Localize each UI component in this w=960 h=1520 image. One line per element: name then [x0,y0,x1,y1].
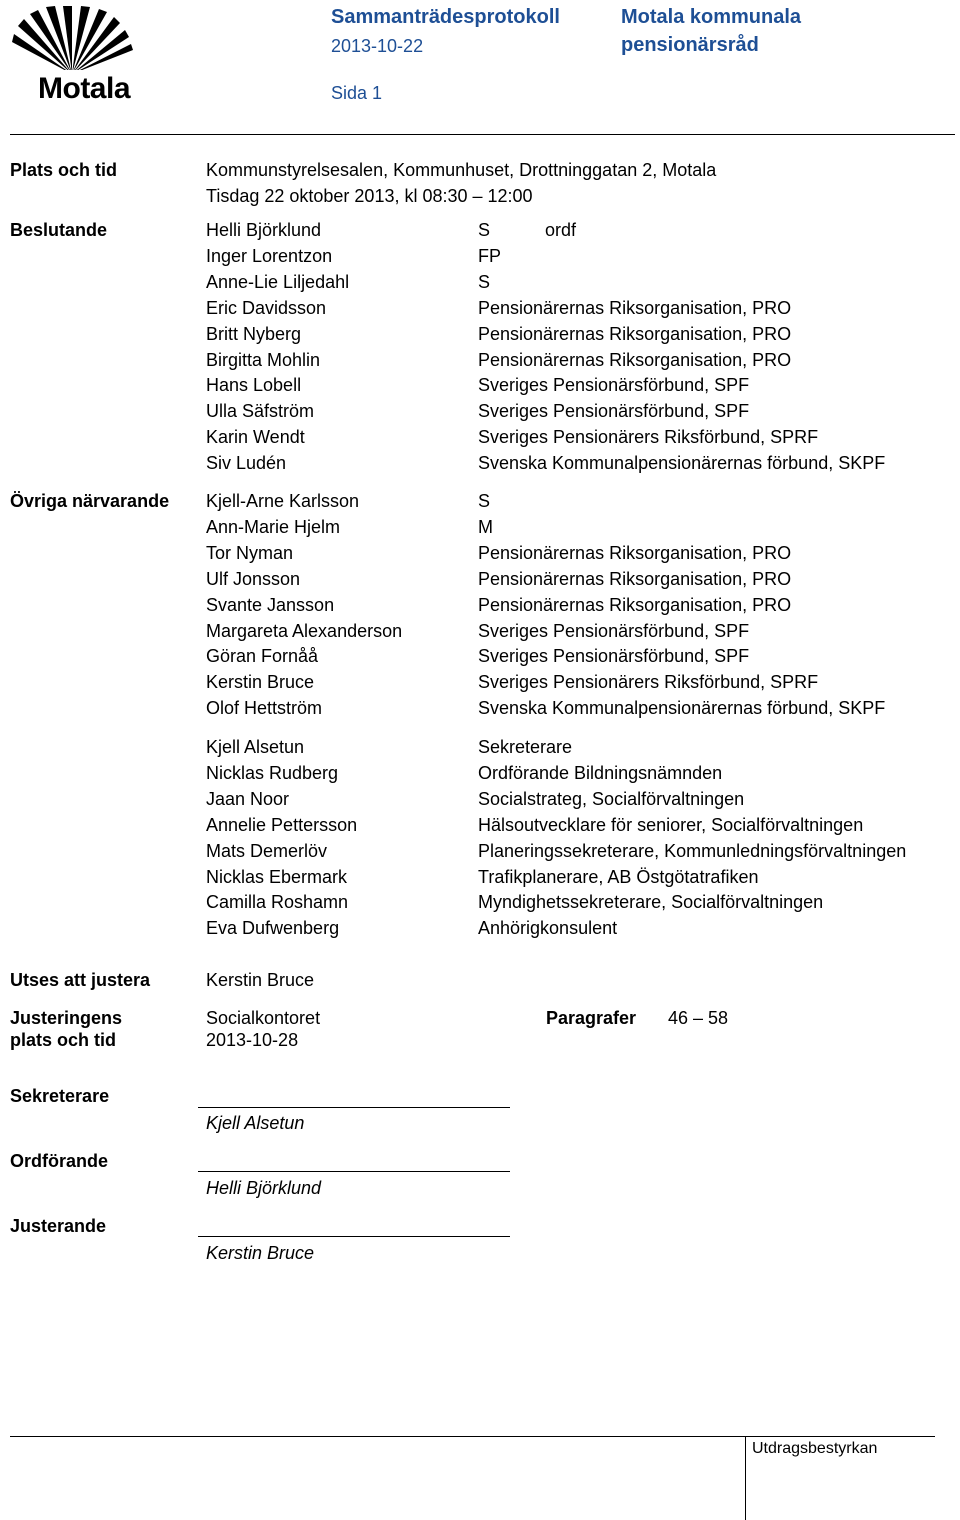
utdragsbestyrkan-label: Utdragsbestyrkan [752,1440,878,1457]
justering-place: Socialkontoret [206,1008,321,1028]
member-organization: Pensionärernas Riksorganisation, PRO [478,542,792,563]
member-organization: Hälsoutvecklare för seniorer, Socialförvaltningen [478,814,864,835]
justering-label-2: plats och tid [10,1030,117,1050]
member-name: Svante Jansson [206,594,335,615]
organization-line-1: Motala kommunala [621,6,802,28]
member-organization: Sveriges Pensionärsförbund, SPF [478,401,750,422]
member-organization: M [478,516,493,537]
member-name: Tor Nyman [206,542,294,563]
signature-line-sekreterare [198,1107,510,1108]
signature-label-justerande: Justerande [10,1216,107,1236]
member-organization: Sveriges Pensionärers Riksförbund, SPRF [478,672,819,693]
meeting-date: 2013-10-22 [331,36,424,56]
member-organization: Sveriges Pensionärsförbund, SPF [478,620,750,641]
signature-line-justerande [198,1236,510,1237]
motala-logo [10,6,135,106]
member-organization: Planeringssekreterare, Kommunledningsförvaltningen [478,840,907,861]
member-name: Eva Dufwenberg [206,918,340,939]
member-name: Karin Wendt [206,427,305,448]
signature-label-ordforande: Ordförande [10,1151,109,1171]
member-name: Camilla Roshamn [206,892,349,913]
signature-name-ordforande: Helli Björklund [206,1178,322,1198]
member-name: Kjell Alsetun [206,737,305,757]
member-organization: Sveriges Pensionärers Riksförbund, SPRF [478,427,819,448]
member-organization: Anhörigkonsulent [478,918,618,939]
member-name: Hans Lobell [206,375,302,396]
member-organization: Svenska Kommunalpensionärernas förbund, SKPF [478,698,886,719]
member-organization: S [478,271,491,292]
member-organization: FP [478,245,502,266]
member-organization: Pensionärernas Riksorganisation, PRO [478,568,792,589]
member-name: Helli Björklund [206,220,322,240]
member-name: Ulla Säfström [206,401,315,422]
signature-name-justerande: Kerstin Bruce [206,1243,315,1263]
member-organization: Sekreterare [478,737,573,757]
member-name: Mats Demerlöv [206,840,328,861]
member-name: Kerstin Bruce [206,672,315,693]
beslutande-label: Beslutande [10,220,108,240]
member-name: Inger Lorentzon [206,245,333,266]
member-organization: Pensionärernas Riksorganisation, PRO [478,323,792,344]
document-type: Sammanträdesprotokoll [331,6,560,28]
member-role: ordf [545,220,577,240]
member-organization: Pensionärernas Riksorganisation, PRO [478,594,792,615]
justering-label-1: Justeringens [10,1008,123,1028]
footer-divider [10,1436,935,1437]
member-organization: Ordförande Bildningsnämnden [478,762,723,783]
signature-line-ordforande [198,1171,510,1172]
member-organization: Pensionärernas Riksorganisation, PRO [478,297,792,318]
justering-date: 2013-10-28 [206,1030,299,1050]
member-organization: Pensionärernas Riksorganisation, PRO [478,349,792,370]
member-organization: Myndighetssekreterare, Socialförvaltningen [478,892,824,913]
paragrafer-label: Paragrafer [546,1008,637,1028]
utses-label: Utses att justera [10,970,151,990]
member-name: Göran Fornåå [206,646,319,667]
member-name: Britt Nyberg [206,323,302,344]
ovriga-label: Övriga närvarande [10,491,170,511]
utses-value: Kerstin Bruce [206,970,315,990]
paragrafer-value: 46 – 58 [668,1008,729,1028]
member-name: Eric Davidsson [206,297,327,318]
header-divider [10,134,955,135]
page-number: Sida 1 [331,83,383,103]
logo-wordmark: Motala [38,72,131,105]
member-name: Jaan Noor [206,788,290,809]
plats-line-2: Tisdag 22 oktober 2013, kl 08:30 – 12:00 [206,186,533,206]
member-name: Nicklas Rudberg [206,762,339,783]
organization-line-2: pensionärsråd [621,34,759,56]
member-name: Anne-Lie Liljedahl [206,271,350,292]
sunburst-icon [10,6,135,76]
member-organization: Svenska Kommunalpensionärernas förbund, SKPF [478,453,886,474]
member-name: Nicklas Ebermark [206,866,348,887]
member-organization: S [478,220,491,240]
signature-label-sekreterare: Sekreterare [10,1086,110,1106]
signature-name-sekreterare: Kjell Alsetun [206,1113,305,1133]
member-name: Siv Ludén [206,453,287,474]
member-name: Annelie Pettersson [206,814,358,835]
member-name: Olof Hettström [206,698,323,719]
plats-line-1: Kommunstyrelsesalen, Kommunhuset, Drottninggatan 2, Motala [206,160,717,180]
member-name: Ulf Jonsson [206,568,301,589]
member-name: Birgitta Mohlin [206,349,321,370]
member-name: Kjell-Arne Karlsson [206,491,360,511]
member-name: Margareta Alexanderson [206,620,403,641]
member-organization: Trafikplanerare, AB Östgötatrafiken [478,866,759,887]
plats-label: Plats och tid [10,160,118,180]
member-organization: Sveriges Pensionärsförbund, SPF [478,646,750,667]
member-organization: Socialstrateg, Socialförvaltningen [478,788,745,809]
member-organization: Sveriges Pensionärsförbund, SPF [478,375,750,396]
member-organization: S [478,491,491,511]
member-name: Ann-Marie Hjelm [206,516,341,537]
footer-box-divider [745,1436,746,1520]
